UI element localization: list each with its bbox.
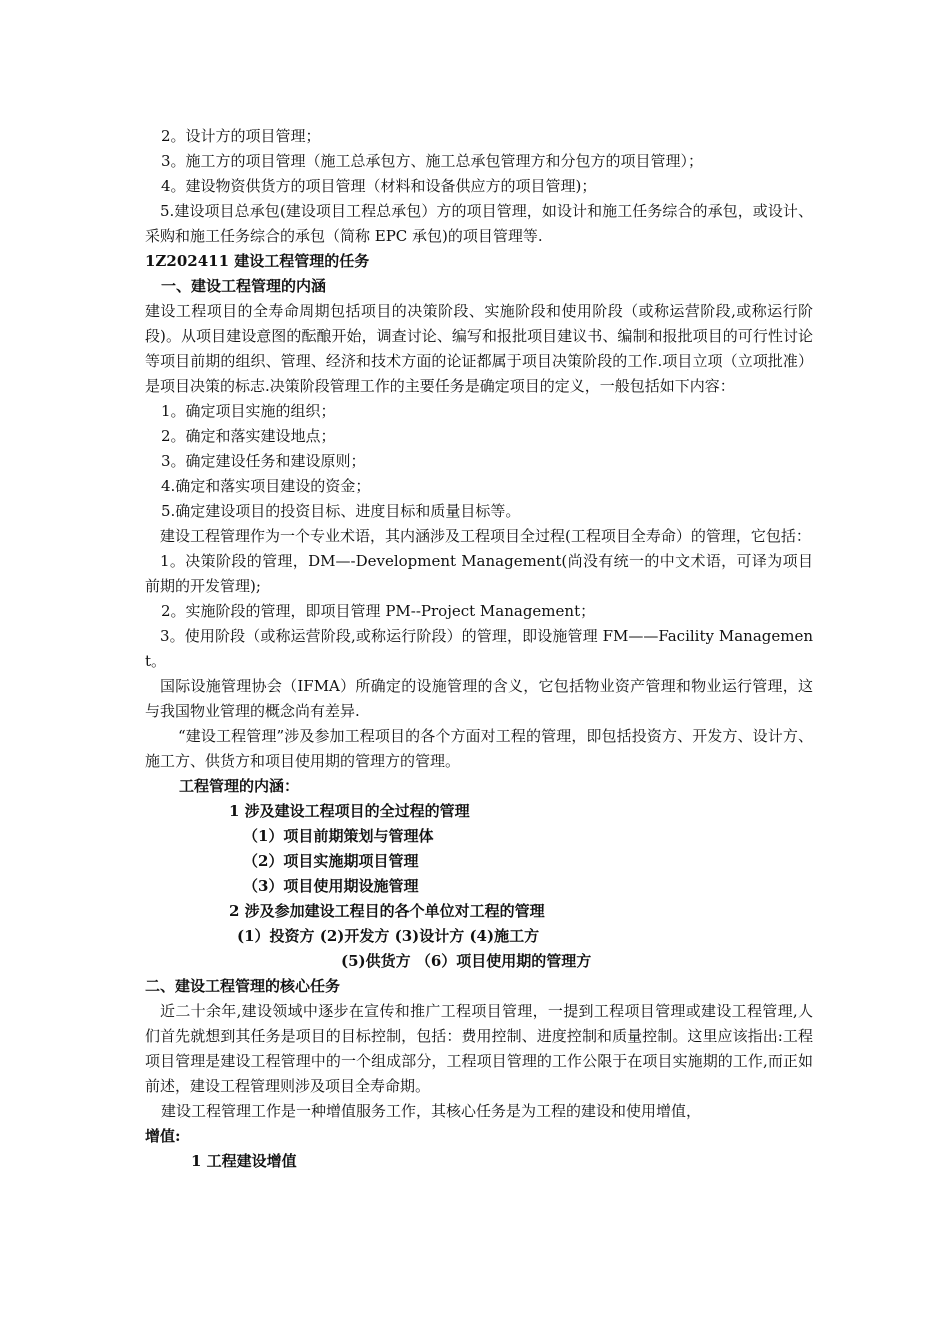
outline-item: 2 涉及参加建设工程目的各个单位对工程的管理 — [229, 902, 545, 920]
paragraph: 国际设施管理协会（IFMA）所确定的设施管理的含义，它包括物业资产管理和物业运行管理，这与我国物业管理的概念尚有差异. — [145, 677, 813, 720]
list-item: 4。建设物资供货方的项目管理（材料和设备供应方的项目管理)； — [161, 177, 597, 195]
paragraph: 3。使用阶段（或称运营阶段,或称运行阶段）的管理，即设施管理 FM——Facility Management。 — [145, 627, 813, 670]
document-body — [145, 124, 813, 1174]
paragraph: “建设工程管理”涉及参加工程项目的各个方面对工程的管理，即包括投资方、开发方、设计方、施工方、供货方和项目使用期的管理方的管理。 — [145, 727, 813, 770]
outline-subitem: （1）项目前期策划与管理体 — [243, 827, 434, 845]
list-item: 4.确定和落实项目建设的资金； — [161, 477, 371, 495]
outline-heading: 工程管理的内涵： — [179, 777, 300, 795]
list-item: 3。确定建设任务和建设原则； — [161, 452, 366, 470]
outline-subitem: （2）项目实施期项目管理 — [243, 852, 419, 870]
paragraph: 近二十余年,建设领域中逐步在宣传和推广工程项目管理，一提到工程项目管理或建设工程管理,人们首先就想到其任务是项目的目标控制，包括：费用控制、进度控制和质量控制。这里应该指出:工程项目管理是建设工程管理中的一个组成部分，工程项目管理的工作公限于在项目实施期的工作,而正如前述，建设工程管理则涉及项目全寿命期。 — [145, 1002, 813, 1095]
subsection-heading: 二、建设工程管理的核心任务 — [145, 977, 341, 995]
paragraph: 建设工程管理工作是一种增值服务工作，其核心任务是为工程的建设和使用增值， — [161, 1102, 702, 1120]
paragraph: 5.建设项目总承包(建设项目工程总承包）方的项目管理，如设计和施工任务综合的承包，或设计、采购和施工任务综合的承包（简称 EPC 承包)的项目管理等. — [145, 202, 813, 245]
subsection-heading: 一、建设工程管理的内涵 — [161, 277, 327, 295]
list-item: 2。实施阶段的管理，即项目管理 PM--Project Management； — [161, 602, 596, 620]
list-item: 1。确定项目实施的组织； — [161, 402, 336, 420]
paragraph: 建设工程项目的全寿命周期包括项目的决策阶段、实施阶段和使用阶段（或称运营阶段,或称运行阶段)。从项目建设意图的酝酿开始，调查讨论、编写和报批项目建议书、编制和报批项目的可行性讨论等项目前期的组织、管理、经济和技术方面的论证都属于项目决策阶段的工作.项目立项（立项批准）是项目决策的标志.决策阶段管理工作的主要任务是确定项目的定义，一般包括如下内容： — [145, 302, 813, 395]
outline-subitem: (1）投资方 (2)开发方 (3)设计方 (4)施工方 — [237, 927, 540, 945]
outline-item: 1 工程建设增值 — [191, 1152, 297, 1170]
outline-item: 1 涉及建设工程项目的全过程的管理 — [229, 802, 470, 820]
label-heading: 增值: — [145, 1127, 181, 1145]
outline-subitem: （3）项目使用期设施管理 — [243, 877, 419, 895]
paragraph: 建设工程管理作为一个专业术语，其内涵涉及工程项目全过程(工程项目全寿命）的管理，它包括： — [160, 527, 811, 545]
section-heading: 1Z202411 建设工程管理的任务 — [145, 252, 370, 270]
list-item: 5.确定建设项目的投资目标、进度目标和质量目标等。 — [161, 502, 521, 520]
list-item: 2。设计方的项目管理； — [161, 127, 321, 145]
outline-subitem: (5)供货方 （6）项目使用期的管理方 — [341, 952, 592, 970]
list-item: 2。确定和落实建设地点； — [161, 427, 336, 445]
list-item: 3。施工方的项目管理（施工总承包方、施工总承包管理方和分包方的项目管理）； — [161, 152, 704, 170]
paragraph: 1。决策阶段的管理，DM—-Development Management(尚没有统一的中文术语，可译为项目前期的开发管理); — [145, 552, 813, 595]
